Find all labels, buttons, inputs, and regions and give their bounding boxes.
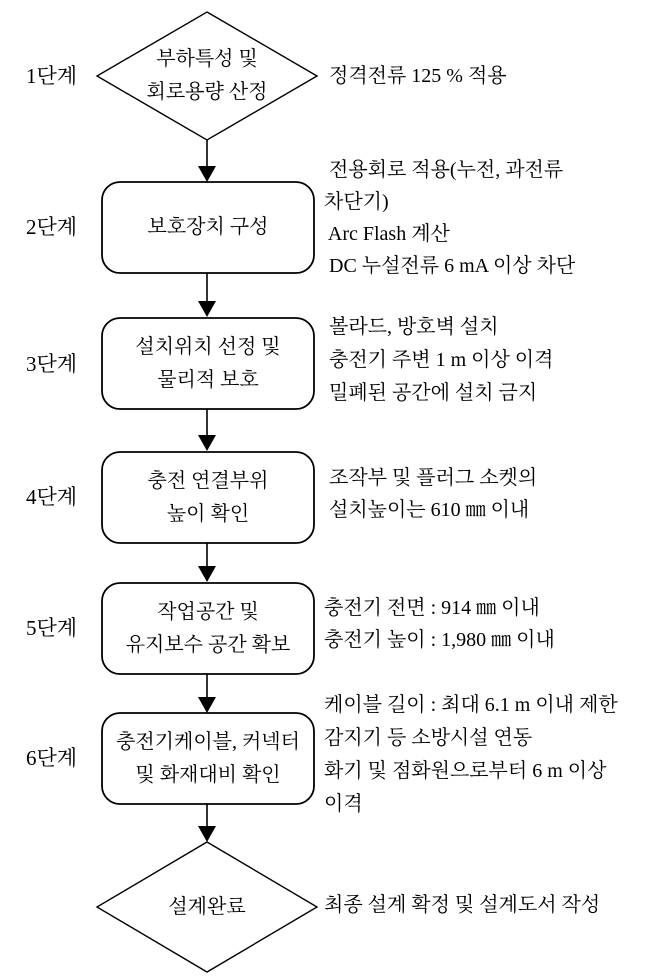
annotation-line: 밀폐된 공간에 설치 금지 xyxy=(324,382,538,404)
step1-diamond-text xyxy=(97,40,317,112)
step1-diamond-line1: 부하특성 및 xyxy=(156,48,258,70)
step3-annotation xyxy=(324,311,553,410)
step3-box-line1: 설치위치 선정 및 xyxy=(135,335,281,358)
annotation-line: DC 누설전류 6 mA 이상 차단 xyxy=(324,255,576,277)
step2-box-text xyxy=(102,182,314,273)
step4-box-line2: 높이 확인 xyxy=(166,502,250,525)
arrow-6-head xyxy=(198,826,216,842)
step1-annotation xyxy=(324,60,507,92)
step4-annotation xyxy=(324,462,537,526)
step6-annotation xyxy=(324,689,618,821)
arrow-1-head xyxy=(198,166,216,182)
step5-box-line1: 작업공간 및 xyxy=(157,600,259,623)
annotation-line: 설치높이는 610 ㎜ 이내 xyxy=(324,499,530,521)
step2-box-line1: 보호장치 구성 xyxy=(147,216,269,238)
annotation-line: 이격 xyxy=(324,793,363,815)
step6-box-line1: 충전기케이블, 커넥터 xyxy=(116,730,300,753)
step4-box-text xyxy=(102,452,314,543)
annotation-line: 정격전류 125 % 적용 xyxy=(324,65,507,87)
final-diamond-line1: 설계완료 xyxy=(168,895,246,918)
annotation-line: 볼라드, 방호벽 설치 xyxy=(324,316,499,338)
arrow-2-head xyxy=(198,301,216,317)
stage-label-2: 2단계 xyxy=(26,215,78,239)
annotation-line: 케이블 길이 : 최대 6.1 m 이내 제한 xyxy=(324,694,618,716)
final-diamond-text xyxy=(97,874,317,940)
step5-box-line2: 유지보수 공간 확보 xyxy=(125,633,291,656)
annotation-line: 전용회로 적용(누전, 과전류 xyxy=(324,159,564,181)
annotation-line: 최종 설계 확정 및 설계도서 작성 xyxy=(324,894,601,916)
arrow-4-head xyxy=(198,566,216,582)
stage-label-5: 5단계 xyxy=(26,616,78,640)
arrow-3-head xyxy=(198,435,216,451)
step3-box-text xyxy=(102,318,314,409)
annotation-line: 충전기 높이 : 1,980 ㎜ 이내 xyxy=(324,629,555,651)
stage-label-1: 1단계 xyxy=(26,64,78,88)
final-annotation xyxy=(324,889,600,921)
step5-box-text xyxy=(102,583,314,674)
stage-label-4: 4단계 xyxy=(26,485,78,509)
step5-annotation xyxy=(324,592,555,656)
step1-diamond-line2: 회로용량 산정 xyxy=(146,81,268,103)
annotation-line: 감지기 등 소방시설 연동 xyxy=(324,727,533,749)
annotation-line: 조작부 및 플러그 소켓의 xyxy=(324,467,538,489)
annotation-line: 화기 및 점화원으로부터 6 m 이상 xyxy=(324,760,607,782)
annotation-line: 차단기) xyxy=(324,191,389,213)
step6-box-line2: 및 화재대비 확인 xyxy=(135,763,281,786)
step4-box-line1: 충전 연결부위 xyxy=(147,469,269,492)
annotation-line: 충전기 전면 : 914 ㎜ 이내 xyxy=(324,597,540,619)
stage-label-6: 6단계 xyxy=(26,746,78,770)
annotation-line: 충전기 주변 1 m 이상 이격 xyxy=(324,349,554,371)
stage-label-3: 3단계 xyxy=(26,352,78,376)
arrow-5-head xyxy=(198,697,216,713)
annotation-line: Arc Flash 계산 xyxy=(324,223,450,245)
step2-annotation xyxy=(324,154,575,282)
step3-box-line2: 물리적 보호 xyxy=(157,368,259,391)
step6-box-text xyxy=(102,713,314,804)
